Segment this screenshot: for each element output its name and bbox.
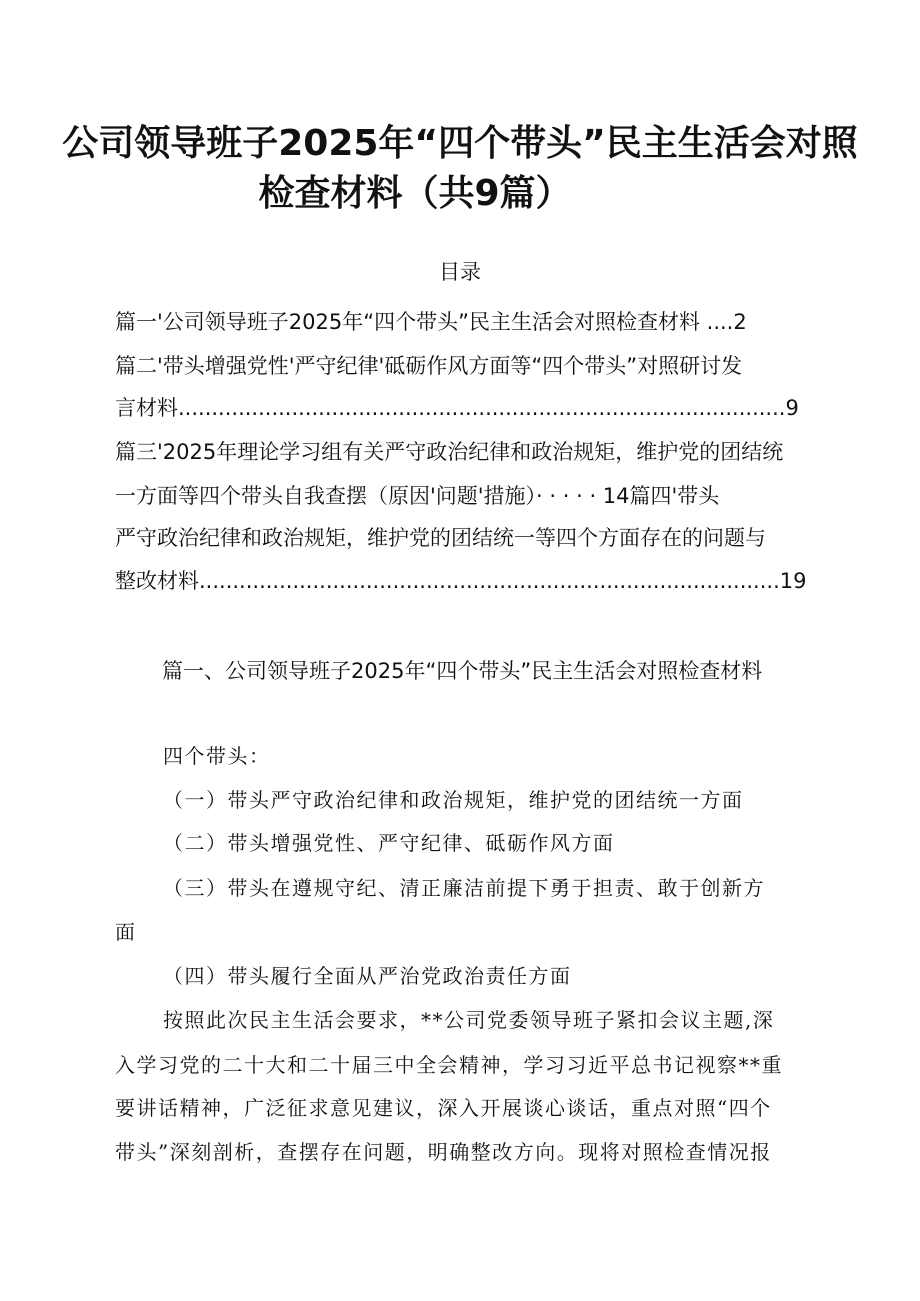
body-line: 要讲话精神，广泛征求意见建议，深入开展谈心谈话，重点对照“四个 <box>115 1096 772 1120</box>
body-line: 入学习党的二十大和二十届三中全会精神，学习习近平总书记视察**重 <box>115 1053 783 1077</box>
toc-entry-2-line2[interactable]: 言材料...........................................................................................9 <box>115 396 799 420</box>
body-line: （三）带头在遵规守纪、清正廉洁前提下勇于担责、敢于创新方 <box>163 876 765 900</box>
body-line: （四）带头履行全面从严治党政治责任方面 <box>163 964 572 988</box>
document-title-line1: 公司领导班子2025年“四个带头”民主生活会对照 <box>62 123 858 164</box>
toc-entry-3-line2[interactable]: 一方面等四个带头自我查摆（原因'问题'措施）· · · · · 14篇四'带头 <box>115 484 720 508</box>
body-line: 面 <box>115 920 137 944</box>
toc-entry-1[interactable]: 篇一'公司领导班子2025年“四个带头”民主生活会对照检查材料 ....2 <box>115 310 747 334</box>
body-line: （二）带头增强党性、严守纪律、砥砺作风方面 <box>163 831 615 855</box>
toc-entry-2-line1[interactable]: 篇二'带头增强党性'严守纪律'砥砺作风方面等“四个带头”对照研讨发 <box>115 354 743 378</box>
body-line: （一）带头严守政治纪律和政治规矩，维护党的团结统一方面 <box>163 788 744 812</box>
body-line: 四个带头： <box>163 744 271 768</box>
body-line: 按照此次民主生活会要求，**公司党委领导班子紧扣会议主题,深 <box>163 1008 775 1032</box>
section-title: 篇一、公司领导班子2025年“四个带头”民主生活会对照检查材料 <box>162 659 763 683</box>
body-line: 带头”深刻剖析，查摆存在问题，明确整改方向。现将对照检查情况报 <box>115 1140 772 1164</box>
toc-entry-3-line1[interactable]: 篇三'2025年理论学习组有关严守政治纪律和政治规矩，维护党的团结统 <box>115 440 784 464</box>
document-title-line2: 检查材料（共9篇） <box>258 173 572 214</box>
toc-entry-4-line1[interactable]: 严守政治纪律和政治规矩，维护党的团结统一等四个方面存在的问题与 <box>115 526 766 550</box>
toc-entry-4-line2[interactable]: 整改材料.......................................................................................19 <box>115 569 807 593</box>
toc-heading: 目录 <box>439 260 481 284</box>
